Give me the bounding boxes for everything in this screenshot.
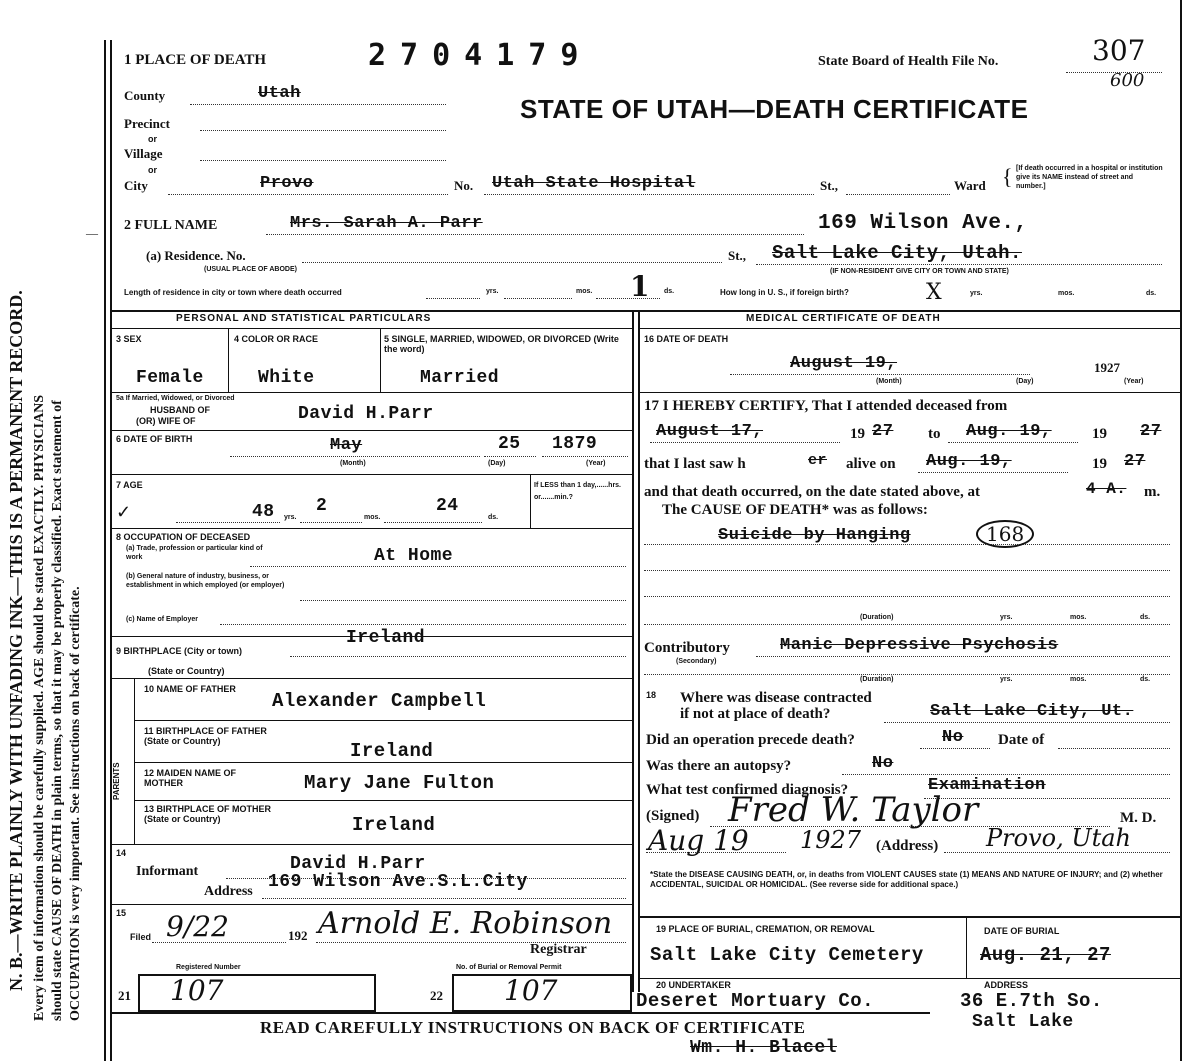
contributory-line — [756, 656, 1170, 657]
last-saw-date: Aug. 19, — [926, 452, 1012, 471]
last-saw-her: er — [808, 452, 828, 469]
burial-place-label: 19 PLACE OF BURIAL, CREMATION, OR REMOVAL — [656, 924, 875, 934]
father-value: Alexander Campbell — [272, 690, 487, 712]
parents-label: PARENTS — [112, 762, 121, 800]
spouse-label-1: 5a If Married, Widowed, or Divorced — [116, 395, 235, 402]
residence-st-label: St., — [728, 248, 747, 263]
undertaker-value: Deseret Mortuary Co. — [636, 990, 875, 1012]
length-yrs-line — [426, 298, 480, 299]
dob-year-sub: (Year) — [586, 460, 606, 467]
undertaker-address: 36 E.7th So. — [960, 990, 1103, 1012]
medical-title-border — [640, 328, 1180, 329]
row-border-2 — [110, 430, 632, 431]
contracted-label-2: if not at place of death? — [680, 706, 831, 722]
date-of-label: Date of — [998, 732, 1045, 748]
undertaker-label: 20 UNDERTAKER — [656, 980, 731, 990]
registrar-label: Registrar — [530, 942, 587, 957]
employer-label: (c) Name of Employer — [126, 616, 198, 623]
death-time: 4 A. — [1086, 480, 1127, 498]
undertaker-address-label: ADDRESS — [984, 980, 1029, 990]
us-mos-label: mos. — [1058, 290, 1075, 297]
attended-to-line — [948, 442, 1078, 443]
row-border-11 — [110, 904, 632, 905]
item-14-label: 14 — [116, 848, 127, 858]
row-border-3 — [110, 474, 632, 475]
city-value: Provo — [260, 174, 314, 193]
age-check-mark: ✓ — [116, 502, 132, 522]
sex-value: Female — [136, 368, 204, 388]
birthplace-line — [290, 656, 626, 657]
color-value: White — [258, 368, 315, 388]
length-mos-label: mos. — [576, 288, 593, 295]
attended-from-century: 19 — [850, 426, 865, 442]
age-label: 7 AGE — [116, 480, 143, 490]
attended-to-label: to — [928, 426, 941, 442]
birthplace-label: 9 BIRTHPLACE (City or town) — [116, 646, 242, 656]
residence-st-line — [756, 264, 1162, 265]
contracted-label-1: Where was disease contracted — [680, 690, 872, 706]
attended-from: August 17, — [656, 422, 764, 441]
sex-label: 3 SEX — [116, 334, 142, 344]
date-of-death-line — [730, 374, 1030, 375]
full-name-line — [266, 234, 804, 235]
full-name-value: Mrs. Sarah A. Parr — [290, 214, 483, 233]
undertaker-top-border — [640, 978, 1180, 979]
informant-address-line — [262, 898, 626, 899]
sex-color-divider — [228, 328, 229, 392]
death-time-m: m. — [1144, 484, 1161, 500]
contributory-label: Contributory — [644, 640, 730, 656]
city-label: City — [124, 178, 148, 193]
age-days: 24 — [436, 496, 459, 516]
file-no-sub: 600 — [1110, 70, 1145, 91]
village-line — [200, 160, 446, 161]
last-saw-year: 27 — [1124, 452, 1146, 471]
ward-brace: { — [1002, 164, 1013, 189]
age-days-line — [384, 522, 482, 523]
death-month-sub: (Month) — [876, 378, 902, 385]
operation-line — [920, 748, 990, 749]
medical-row-border-1 — [640, 392, 1180, 393]
informant-value: David H.Parr — [290, 854, 426, 874]
burial-permit: 107 — [504, 974, 558, 1007]
age-years-line — [176, 522, 280, 523]
length-label: Length of residence in city or town where death occurred — [124, 288, 342, 297]
side-note-line-1: Every item of information should be carefully supplied. AGE should be stated EXACTLY. PHYSICIANS — [32, 394, 47, 1021]
footer-instructions: READ CAREFULLY INSTRUCTIONS ON BACK OF CERTIFICATE — [260, 1018, 806, 1037]
side-note-main: N. B.—WRITE PLAINLY WITH UNFADING INK—THIS IS A PERMANENT RECORD. — [6, 290, 26, 991]
row-border-7 — [134, 720, 632, 721]
contributory-value: Manic Depressive Psychosis — [780, 636, 1059, 655]
spouse-label-2: HUSBAND OF — [150, 405, 210, 415]
physician-address-line — [944, 852, 1170, 853]
side-note-line-3: OCCUPATION is very important. See instructions on back of certificate. — [68, 586, 83, 1021]
village-label: Village — [124, 146, 163, 161]
precinct-label: Precinct — [124, 116, 170, 131]
file-no: 307 — [1092, 34, 1146, 67]
duration-ds-1: ds. — [1140, 614, 1151, 621]
cause-code: 168 — [976, 520, 1034, 548]
us-label: How long in U. S., if foreign birth? — [720, 288, 849, 297]
dob-year-line — [542, 456, 628, 457]
burial-date-value: Aug. 21, 27 — [980, 944, 1111, 966]
file-no-label: State Board of Health File No. — [818, 54, 999, 69]
age-mos-label: mos. — [364, 514, 381, 521]
length-yrs-label: yrs. — [486, 288, 499, 295]
age-years: 48 — [252, 502, 275, 522]
cause-value: Suicide by Hanging — [718, 526, 911, 545]
dob-day-line — [484, 456, 536, 457]
death-year-sub: (Year) — [1124, 378, 1144, 385]
attended-to-year: 27 — [1140, 422, 1162, 441]
ward-note: [If death occurred in a hospital or institution give its NAME instead of street and number.] — [1016, 165, 1163, 190]
certificate-number: 2704179 — [368, 38, 593, 73]
marital-label: 5 SINGLE, MARRIED, WIDOWED, OR DIVORCED (Write the word) — [384, 334, 619, 354]
duration-ds-2: ds. — [1140, 676, 1151, 683]
attended-to: Aug. 19, — [966, 422, 1052, 441]
secondary-sub: (Secondary) — [676, 658, 717, 665]
undertaker-city: Salt Lake — [972, 1012, 1074, 1032]
color-marital-divider — [380, 328, 381, 392]
birthplace-value: Ireland — [346, 628, 426, 648]
dob-month: May — [330, 436, 363, 455]
cause-line-3 — [644, 596, 1170, 597]
row-border-1 — [110, 392, 632, 393]
informant-address-label: Address — [204, 884, 253, 899]
death-occurred-label: and that death occurred, on the date stated above, at — [644, 484, 980, 500]
no-line — [484, 194, 814, 195]
test-value: Examination — [928, 776, 1046, 795]
row-border-6 — [110, 678, 632, 679]
us-yrs-label: yrs. — [970, 290, 983, 297]
age-months: 2 — [316, 496, 328, 516]
mother-bp-value: Ireland — [352, 814, 436, 836]
dob-day: 25 — [498, 434, 521, 454]
attended-from-line — [650, 442, 840, 443]
registered-number-label: Registered Number — [176, 964, 241, 971]
residence-value: Salt Lake City, Utah. — [772, 242, 1022, 264]
burial-date-divider — [966, 916, 967, 978]
occupation-a-label: (a) Trade, profession or particular kind of work — [126, 545, 263, 561]
age-ds-label: ds. — [488, 514, 499, 521]
dob-label: 6 DATE OF BIRTH — [116, 434, 193, 444]
operation-label: Did an operation precede death? — [646, 732, 855, 748]
duration-label-1: (Duration) — [860, 614, 894, 621]
death-year: 1927 — [1094, 360, 1120, 375]
or-label-2: or — [148, 165, 157, 175]
mother-value: Mary Jane Fulton — [304, 772, 495, 794]
father-label: 10 NAME OF FATHER — [144, 684, 236, 694]
left-frame-line — [104, 40, 106, 1061]
occupation-b-label: (b) General nature of industry, business, or establishment in which employed (or employer) — [126, 573, 285, 589]
sign-year: 1927 — [800, 826, 862, 854]
medical-section-title: MEDICAL CERTIFICATE OF DEATH — [746, 313, 941, 324]
last-saw-label: that I last saw h — [644, 456, 746, 472]
signed-label: (Signed) — [646, 808, 700, 824]
burial-place-value: Salt Lake City Cemetery — [650, 944, 924, 966]
item-21-label: 21 — [118, 988, 131, 1003]
page-title: STATE OF UTAH—DEATH CERTIFICATE — [520, 94, 1029, 124]
length-ds-line — [596, 298, 660, 299]
age-months-line — [300, 522, 362, 523]
autopsy-label: Was there an autopsy? — [646, 758, 792, 774]
sign-date: Aug 19 — [648, 824, 749, 857]
filed-date: 9/22 — [166, 910, 229, 943]
footer-name: Wm. H. Blacel — [690, 1038, 837, 1058]
contracted-value: Salt Lake City, Ut. — [930, 702, 1134, 721]
arrow-mark: — — [86, 226, 98, 240]
spouse-value: David H.Parr — [298, 404, 434, 424]
father-bp-value: Ireland — [350, 740, 434, 762]
mother-bp-label: 13 BIRTHPLACE OF MOTHER (State or Country) — [144, 804, 272, 824]
right-frame-line — [1180, 0, 1182, 1061]
dob-month-line — [230, 456, 480, 457]
county-value: Utah — [258, 84, 301, 103]
row-border-9 — [134, 800, 632, 801]
occupation-label: 8 OCCUPATION OF DECEASED — [116, 532, 251, 542]
alive-on-label: alive on — [846, 456, 896, 472]
dob-month-sub: (Month) — [340, 460, 366, 467]
physician-signature: Fred W. Taylor — [728, 790, 979, 830]
filed-year: 192 — [288, 928, 308, 943]
age-less-divider — [530, 474, 531, 528]
personal-title-border — [110, 328, 632, 329]
length-ds-label: ds. — [664, 288, 675, 295]
physician-address: Provo, Utah — [986, 824, 1131, 852]
attended-from-year: 27 — [872, 422, 894, 441]
item-22-label: 22 — [430, 988, 443, 1003]
occupation-value: At Home — [374, 546, 454, 566]
footer-top-border — [110, 1012, 930, 1014]
age-yrs-label: yrs. — [284, 514, 297, 521]
st-label: St., — [820, 178, 839, 193]
residence-label: (a) Residence. No. — [146, 248, 246, 263]
us-ds-label: ds. — [1146, 290, 1157, 297]
father-bp-label: 11 BIRTHPLACE OF FATHER (State or Country) — [144, 726, 267, 746]
item-18-label: 18 — [646, 690, 657, 700]
item-15-label: 15 — [116, 908, 127, 918]
personal-section-title: PERSONAL AND STATISTICAL PARTICULARS — [176, 313, 432, 324]
nonresident-note: (IF NON-RESIDENT GIVE CITY OR TOWN AND STATE) — [830, 268, 1009, 275]
cause-label: The CAUSE OF DEATH* was as follows: — [662, 502, 928, 518]
less-than-label: If LESS than 1 day,......hrs. or.......min.? — [534, 482, 622, 501]
mother-label: 12 MAIDEN NAME OF MOTHER — [144, 768, 237, 788]
date-of-death-label: 16 DATE OF DEATH — [644, 334, 729, 344]
duration-mos-2: mos. — [1070, 676, 1087, 683]
last-saw-century: 19 — [1092, 456, 1107, 472]
county-line — [190, 104, 446, 105]
physician-address-label: (Address) — [876, 838, 939, 854]
duration-mos-1: mos. — [1070, 614, 1087, 621]
burial-date-label: DATE OF BURIAL — [984, 926, 1060, 936]
informant-label: Informant — [136, 864, 199, 879]
cause-line-4 — [644, 624, 1170, 625]
institution-value: Utah State Hospital — [492, 174, 696, 193]
center-divider-line-2 — [638, 310, 640, 992]
duration-yrs-1: yrs. — [1000, 614, 1013, 621]
certify-text: 17 I HEREBY CERTIFY, That I attended deceased from — [644, 398, 1008, 414]
row-border-4 — [110, 528, 632, 529]
duration-yrs-2: yrs. — [1000, 676, 1013, 683]
spouse-label-3: (OR) WIFE OF — [136, 416, 196, 426]
burial-top-border — [640, 916, 1180, 918]
county-label: County — [124, 88, 166, 103]
date-of-line — [1058, 748, 1170, 749]
section-top-border — [110, 310, 1180, 312]
precinct-line — [200, 130, 446, 131]
contracted-line — [884, 722, 1170, 723]
filed-label: Filed — [130, 932, 152, 942]
marital-value: Married — [420, 368, 500, 388]
ward-label: Ward — [954, 178, 986, 193]
cause-line-2 — [644, 570, 1170, 571]
color-label: 4 COLOR OR RACE — [234, 334, 319, 344]
test-label: What test confirmed diagnosis? — [646, 782, 849, 798]
center-divider-line — [632, 310, 634, 992]
date-of-death: August 19, — [790, 354, 898, 373]
side-note-line-2: should state CAUSE OF DEATH in plain terms, so that it may be properly classified. Exact statement of — [50, 400, 65, 1021]
autopsy-value: No — [872, 754, 894, 773]
length-days-value: 1 — [630, 270, 650, 303]
occupation-b-line — [300, 600, 626, 601]
street-value: 169 Wilson Ave., — [818, 212, 1028, 235]
dob-year: 1879 — [552, 434, 598, 454]
informant-address: 169 Wilson Ave.S.L.City — [268, 872, 528, 892]
side-instructions — [0, 0, 100, 1061]
residence-sub: (USUAL PLACE OF ABODE) — [204, 266, 297, 273]
operation-value: No — [942, 728, 964, 747]
parents-divider — [134, 678, 135, 844]
last-saw-line — [918, 472, 1068, 473]
no-label: No. — [454, 178, 474, 193]
attended-to-century: 19 — [1092, 426, 1107, 442]
dob-day-sub: (Day) — [488, 460, 506, 467]
burial-permit-label: No. of Burial or Removal Permit — [456, 964, 562, 971]
length-mos-line — [504, 298, 572, 299]
contributory-line-2 — [644, 674, 1170, 675]
or-label-1: or — [148, 134, 157, 144]
registrar-signature: Arnold E. Robinson — [318, 906, 613, 941]
autopsy-line — [842, 774, 1170, 775]
full-name-label: 2 FULL NAME — [124, 218, 218, 233]
residence-line — [302, 262, 722, 263]
md-label: M. D. — [1120, 810, 1157, 826]
birthplace-sub: (State or Country) — [148, 666, 225, 676]
cause-footnote: *State the DISEASE CAUSING DEATH, or, in deaths from VIOLENT CAUSES state (1) MEANS AND NATURE OF INJURY; and (2) whether ACCIDENTAL, SUICIDAL OR HOMICIDAL. (See reverse side for additional space.) — [650, 870, 1163, 889]
duration-label-2: (Duration) — [860, 676, 894, 683]
place-of-death-label: 1 PLACE OF DEATH — [124, 52, 267, 68]
death-day-sub: (Day) — [1016, 378, 1034, 385]
st-line — [846, 194, 950, 195]
row-border-10 — [110, 844, 632, 845]
city-line — [168, 194, 448, 195]
occupation-line — [250, 566, 626, 567]
employer-line — [220, 624, 626, 625]
registered-number: 107 — [170, 974, 224, 1007]
us-mark: X — [926, 280, 942, 305]
left-frame-line-inner — [110, 40, 112, 1061]
row-border-8 — [134, 762, 632, 763]
